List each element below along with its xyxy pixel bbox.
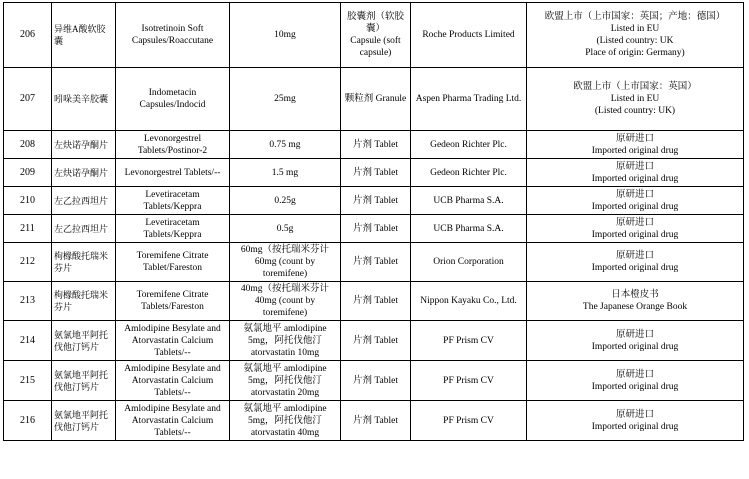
drug-name-chinese: 异维A酸软胶囊 <box>52 3 116 68</box>
specification: 氨氯地平 amlodipine 5mg，阿托伐他汀 atorvastatin 20mg <box>230 361 341 401</box>
license-holder: PF Prism CV <box>411 321 527 361</box>
drug-name-chinese: 左炔诺孕酮片 <box>52 131 116 159</box>
row-number: 211 <box>4 215 52 243</box>
drug-name-chinese: 枸橼酸托瑞米芬片 <box>52 282 116 321</box>
license-holder: Gedeon Richter Plc. <box>411 159 527 187</box>
table-row <box>4 131 744 159</box>
dosage-form: 片剂 Tablet <box>341 401 411 441</box>
row-number: 206 <box>4 3 52 68</box>
dosage-form: 片剂 Tablet <box>341 361 411 401</box>
drug-name-english: Amlodipine Besylate and Atorvastatin Calcium Tablets/-- <box>116 321 230 361</box>
reference-source: 原研进口 Imported original drug <box>527 215 744 243</box>
specification: 60mg（按托瑞米芬计 60mg (count by toremifene) <box>230 243 341 282</box>
row-number: 214 <box>4 321 52 361</box>
specification: 40mg（按托瑞米芬计 40mg (count by toremifene) <box>230 282 341 321</box>
drug-name-english: Toremifene Citrate Tablet/Fareston <box>116 243 230 282</box>
reference-source: 原研进口 Imported original drug <box>527 131 744 159</box>
drug-name-chinese: 氨氯地平阿托伐他汀钙片 <box>52 361 116 401</box>
drug-name-chinese: 左乙拉西坦片 <box>52 215 116 243</box>
drug-name-english: Amlodipine Besylate and Atorvastatin Calcium Tablets/-- <box>116 361 230 401</box>
drug-name-chinese: 左炔诺孕酮片 <box>52 159 116 187</box>
license-holder: UCB Pharma S.A. <box>411 187 527 215</box>
reference-source: 原研进口 Imported original drug <box>527 159 744 187</box>
row-number: 207 <box>4 68 52 131</box>
reference-source: 原研进口 Imported original drug <box>527 187 744 215</box>
reference-source: 欧盟上市（上市国家：英国；产地：德国） Listed in EU (Listed country: UK Place of origin: Germany) <box>527 3 744 68</box>
reference-source: 原研进口 Imported original drug <box>527 361 744 401</box>
drug-name-english: Toremifene Citrate Tablets/Fareston <box>116 282 230 321</box>
table-row <box>4 243 744 282</box>
license-holder: Orion Corporation <box>411 243 527 282</box>
table-row <box>4 187 744 215</box>
table-row <box>4 401 744 441</box>
drug-name-english: Amlodipine Besylate and Atorvastatin Calcium Tablets/-- <box>116 401 230 441</box>
specification: 1.5 mg <box>230 159 341 187</box>
table-row <box>4 68 744 131</box>
table-row <box>4 321 744 361</box>
drug-name-chinese: 氨氯地平阿托伐他汀钙片 <box>52 401 116 441</box>
row-number: 213 <box>4 282 52 321</box>
drug-name-english: Levetiracetam Tablets/Keppra <box>116 215 230 243</box>
drug-name-chinese: 氨氯地平阿托伐他汀钙片 <box>52 321 116 361</box>
license-holder: PF Prism CV <box>411 361 527 401</box>
dosage-form: 片剂 Tablet <box>341 282 411 321</box>
drug-name-english: Levonorgestrel Tablets/Postinor-2 <box>116 131 230 159</box>
row-number: 209 <box>4 159 52 187</box>
specification: 0.75 mg <box>230 131 341 159</box>
dosage-form: 片剂 Tablet <box>341 243 411 282</box>
reference-source: 日本橙皮书 The Japanese Orange Book <box>527 282 744 321</box>
row-number: 215 <box>4 361 52 401</box>
license-holder: Nippon Kayaku Co., Ltd. <box>411 282 527 321</box>
drug-name-english: Isotretinoin Soft Capsules/Roaccutane <box>116 3 230 68</box>
dosage-form: 片剂 Tablet <box>341 187 411 215</box>
specification: 25mg <box>230 68 341 131</box>
dosage-form: 颗粒剂 Granule <box>341 68 411 131</box>
license-holder: Aspen Pharma Trading Ltd. <box>411 68 527 131</box>
row-number: 216 <box>4 401 52 441</box>
row-number: 210 <box>4 187 52 215</box>
drug-name-chinese: 枸橼酸托瑞米芬片 <box>52 243 116 282</box>
reference-source: 原研进口 Imported original drug <box>527 401 744 441</box>
row-number: 208 <box>4 131 52 159</box>
specification: 0.5g <box>230 215 341 243</box>
specification: 氨氯地平 amlodipine 5mg，阿托伐他汀 atorvastatin 40mg <box>230 401 341 441</box>
license-holder: UCB Pharma S.A. <box>411 215 527 243</box>
reference-source: 原研进口 Imported original drug <box>527 321 744 361</box>
drug-name-english: Levetiracetam Tablets/Keppra <box>116 187 230 215</box>
drug-name-chinese: 左乙拉西坦片 <box>52 187 116 215</box>
specification: 10mg <box>230 3 341 68</box>
dosage-form: 片剂 Tablet <box>341 159 411 187</box>
table-row <box>4 159 744 187</box>
drug-list-table <box>3 2 744 441</box>
row-number: 212 <box>4 243 52 282</box>
license-holder: PF Prism CV <box>411 401 527 441</box>
dosage-form: 片剂 Tablet <box>341 131 411 159</box>
drug-name-english: Levonorgestrel Tablets/-- <box>116 159 230 187</box>
table-row <box>4 3 744 68</box>
table-row <box>4 361 744 401</box>
specification: 氨氯地平 amlodipine 5mg，阿托伐他汀 atorvastatin 10mg <box>230 321 341 361</box>
table-row <box>4 215 744 243</box>
reference-source: 欧盟上市（上市国家：英国） Listed in EU (Listed country: UK) <box>527 68 744 131</box>
drug-name-chinese: 吲哚美辛胶囊 <box>52 68 116 131</box>
dosage-form: 片剂 Tablet <box>341 215 411 243</box>
specification: 0.25g <box>230 187 341 215</box>
license-holder: Roche Products Limited <box>411 3 527 68</box>
drug-name-english: Indometacin Capsules/Indocid <box>116 68 230 131</box>
dosage-form: 胶囊剂（软胶囊） Capsule (soft capsule) <box>341 3 411 68</box>
dosage-form: 片剂 Tablet <box>341 321 411 361</box>
reference-source: 原研进口 Imported original drug <box>527 243 744 282</box>
license-holder: Gedeon Richter Plc. <box>411 131 527 159</box>
table-row <box>4 282 744 321</box>
